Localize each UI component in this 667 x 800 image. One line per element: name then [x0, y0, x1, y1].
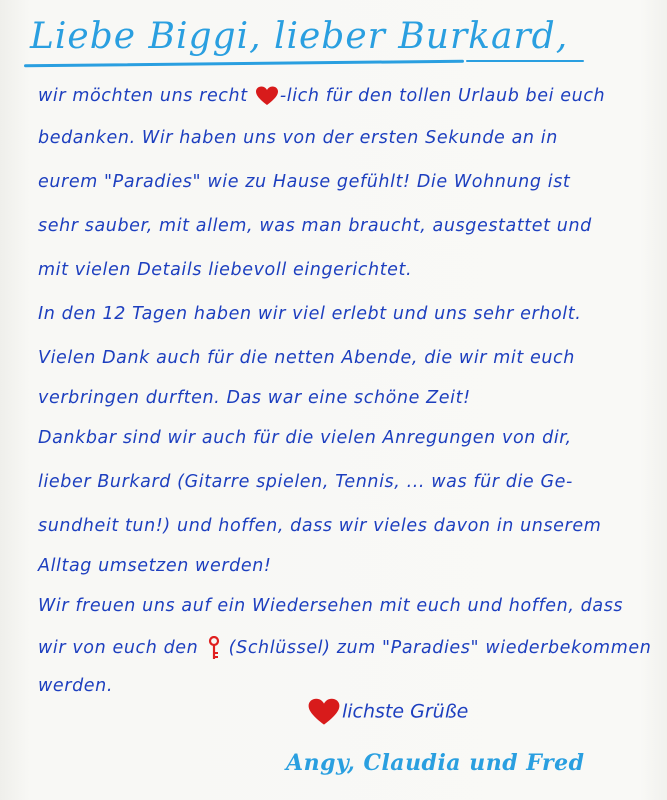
- greeting-underline: [24, 60, 464, 68]
- letter-line: Vielen Dank auch für die netten Abende, die wir mit euch: [38, 348, 575, 368]
- letter-line: lieber Burkard (Gitarre spielen, Tennis, ... was für die Ge-: [38, 472, 573, 492]
- letter-line: Dankbar sind wir auch für die vielen Anregungen von dir,: [38, 428, 572, 448]
- letter-line: bedanken. Wir haben uns von der ersten Sekunde an in: [38, 128, 558, 148]
- heart-icon: [255, 86, 279, 106]
- greeting-trailing-line: [466, 60, 584, 62]
- letter-line: In den 12 Tagen haben wir viel erlebt und uns sehr erholt.: [38, 304, 582, 324]
- letter-line: werden.: [38, 676, 114, 696]
- letter-line: sehr sauber, mit allem, was man braucht, ausgestattet und: [38, 216, 592, 236]
- letter-line: verbringen durften. Das war eine schöne Zeit!: [38, 388, 471, 408]
- letter-line: sundheit tun!) und hoffen, dass wir vieles davon in unserem: [38, 516, 602, 536]
- letter-closing: [306, 698, 468, 726]
- letter-greeting: [24, 14, 584, 76]
- letter-line: Alltag umsetzen werden!: [38, 556, 272, 576]
- letter-line: mit vielen Details liebevoll eingerichtet.: [38, 260, 413, 280]
- letter-signature: Angy, Claudia und Fred: [286, 750, 585, 776]
- greeting-text: Liebe Biggi, lieber Burkard,: [30, 16, 569, 57]
- key-icon: [206, 636, 222, 660]
- show-through-text: [380, 540, 385, 559]
- heart-icon: [307, 698, 341, 726]
- letter-line: wir von euch den (Schlüssel) zum "Paradies" wiederbekommen: [38, 638, 652, 658]
- letter-line: Wir freuen uns auf ein Wiedersehen mit euch und hoffen, dass: [38, 596, 624, 616]
- closing-text: lichste Grüße: [342, 700, 469, 723]
- letter-line: eurem "Paradies" wie zu Hause gefühlt! Die Wohnung ist: [38, 172, 571, 192]
- letter-line: wir möchten uns recht -lich für den tollen Urlaub bei euch: [38, 86, 606, 106]
